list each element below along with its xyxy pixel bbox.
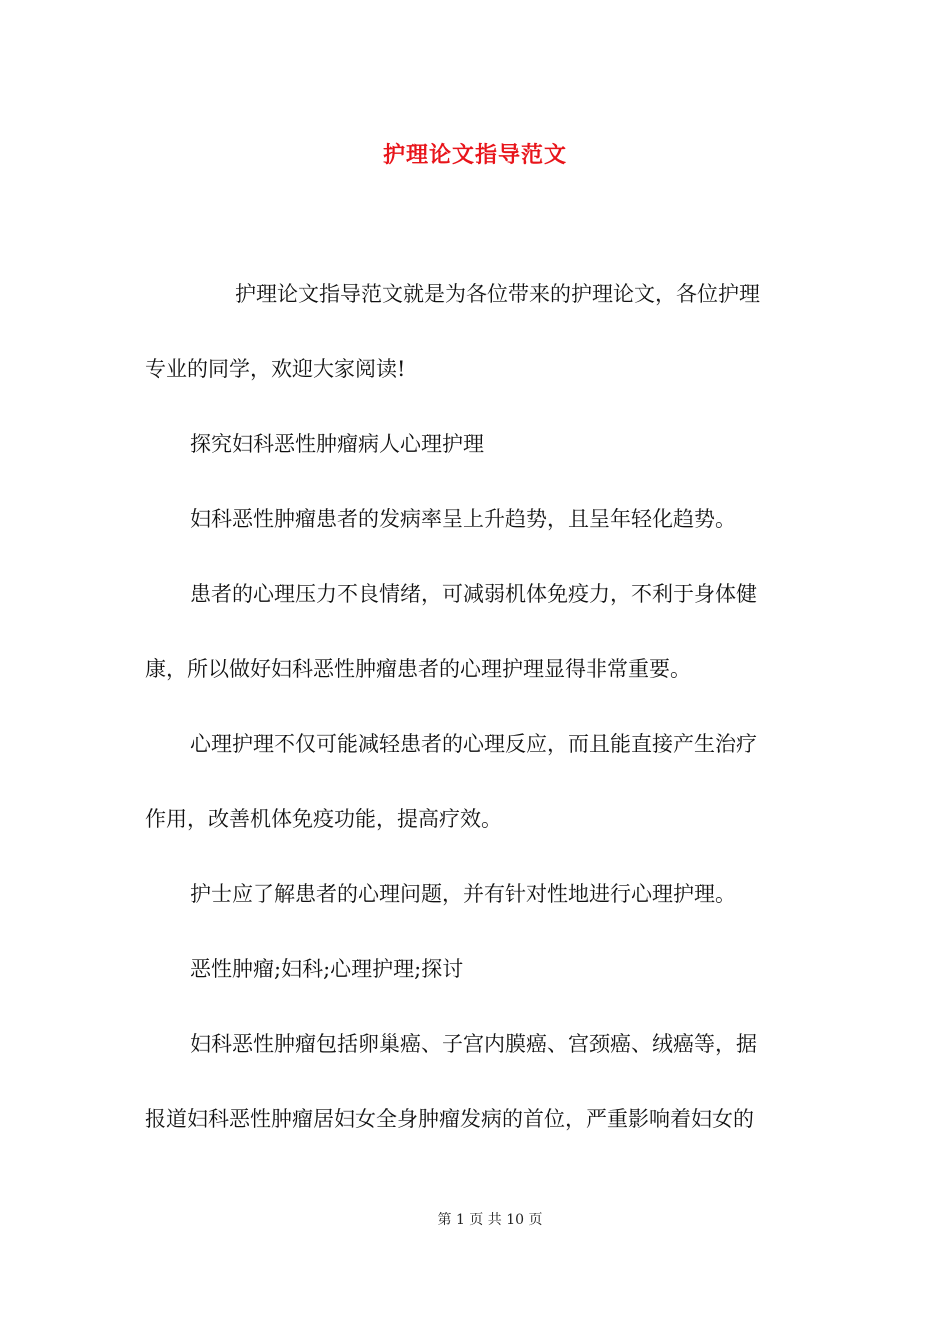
paragraph-line: 康，所以做好妇科恶性肿瘤患者的心理护理显得非常重要。	[145, 657, 691, 681]
paragraph-line: 患者的心理压力不良情绪，可减弱机体免疫力，不利于身体健	[190, 582, 757, 606]
paragraph-line: 护理论文指导范文就是为各位带来的护理论文，各位护理	[235, 282, 760, 306]
paragraph-line: 专业的同学，欢迎大家阅读!	[145, 357, 406, 381]
page-footer: 第 1 页 共 10 页	[437, 1212, 543, 1228]
keywords-line: 恶性肿瘤;妇科;心理护理;探讨	[190, 957, 464, 981]
paragraph-line: 作用，改善机体免疫功能，提高疗效。	[145, 807, 502, 831]
document-title: 护理论文指导范文	[382, 143, 567, 168]
paragraph-line: 报道妇科恶性肿瘤居妇女全身肿瘤发病的首位，严重影响着妇女的	[145, 1107, 754, 1131]
paragraph-line: 心理护理不仅可能减轻患者的心理反应，而且能直接产生治疗	[190, 732, 757, 756]
paragraph-line: 护士应了解患者的心理问题，并有针对性地进行心理护理。	[190, 882, 736, 906]
section-heading: 探究妇科恶性肿瘤病人心理护理	[190, 432, 484, 456]
paragraph-line: 妇科恶性肿瘤患者的发病率呈上升趋势，且呈年轻化趋势。	[190, 507, 736, 531]
paragraph-line: 妇科恶性肿瘤包括卵巢癌、子宫内膜癌、宫颈癌、绒癌等，据	[190, 1032, 757, 1056]
